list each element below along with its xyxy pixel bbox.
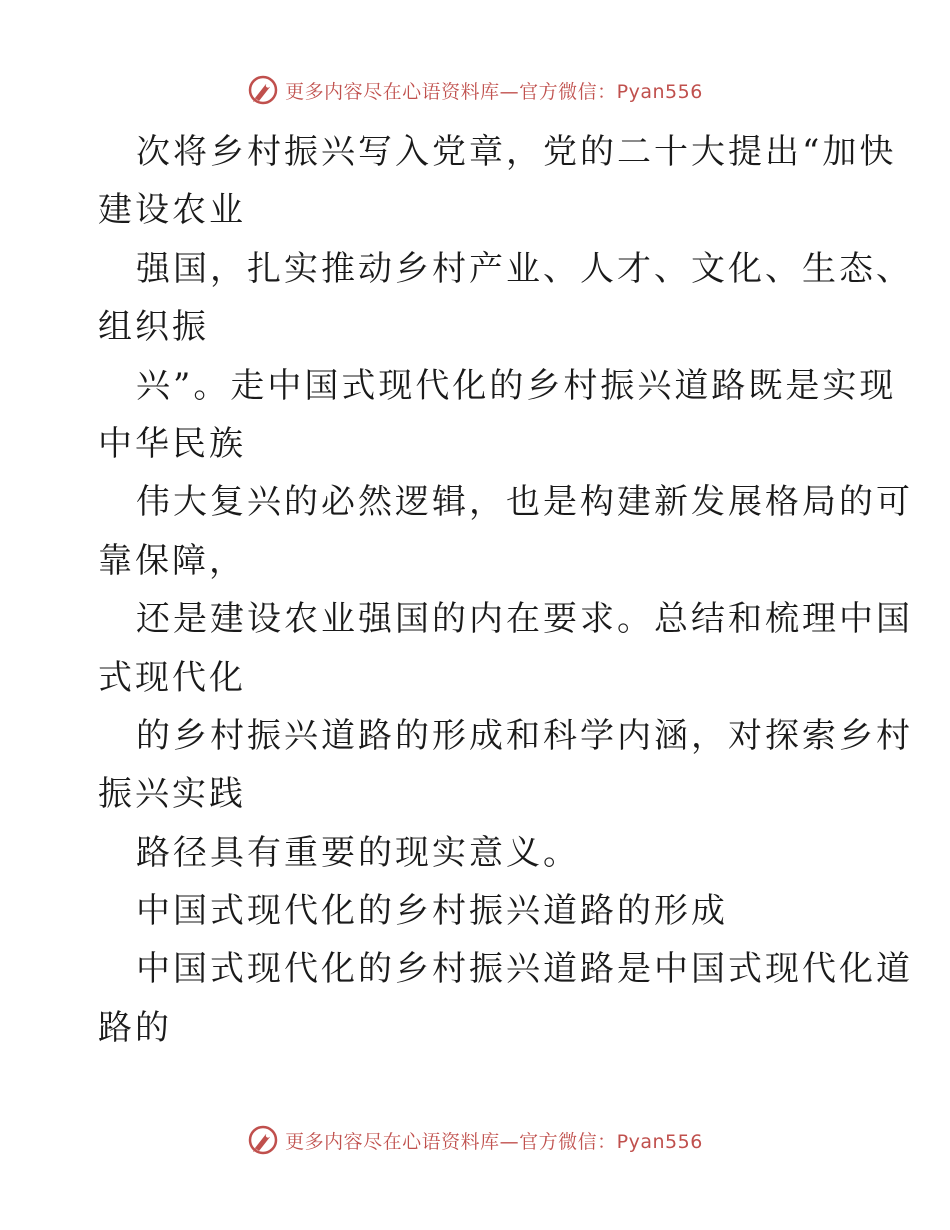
text-line: 路的 [98,1007,172,1048]
text-line: 次将乡村振兴写入党章，党的二十大提出“加快 [136,132,897,172]
text-line: 路径具有重要的现实意义。 [136,832,580,873]
text-line: 伟大复兴的必然逻辑，也是构建新发展格局的可 [136,482,913,523]
header-watermark-text: 更多内容尽在心语资料库—官方微信：Pyan556 [285,80,703,103]
document-body [98,123,913,1057]
text-line: 兴”。走中国式现代化的乡村振兴道路既是实现 [136,365,897,406]
pen-nib-logo-icon [247,1124,279,1156]
text-line: 中华民族 [98,423,246,464]
section-heading: 中国式现代化的乡村振兴道路的形成 [136,891,728,932]
footer-watermark-banner [0,1120,950,1160]
text-line: 强国，扎实推动乡村产业、人才、文化、生态、 [136,248,913,289]
text-line: 式现代化 [98,657,246,698]
text-line: 靠保障， [98,540,246,581]
text-line: 振兴实践 [98,774,246,815]
text-line: 中国式现代化的乡村振兴道路是中国式现代化道 [136,949,913,990]
text-line: 建设农业 [98,190,246,231]
text-line: 还是建设农业强国的内在要求。总结和梳理中国 [136,599,913,640]
text-line: 的乡村振兴道路的形成和科学内涵，对探索乡村 [136,715,913,756]
header-watermark-banner [0,70,950,110]
pen-nib-logo-icon [247,74,279,106]
footer-watermark-text: 更多内容尽在心语资料库—官方微信：Pyan556 [285,1130,703,1153]
text-line: 组织振 [98,307,209,348]
